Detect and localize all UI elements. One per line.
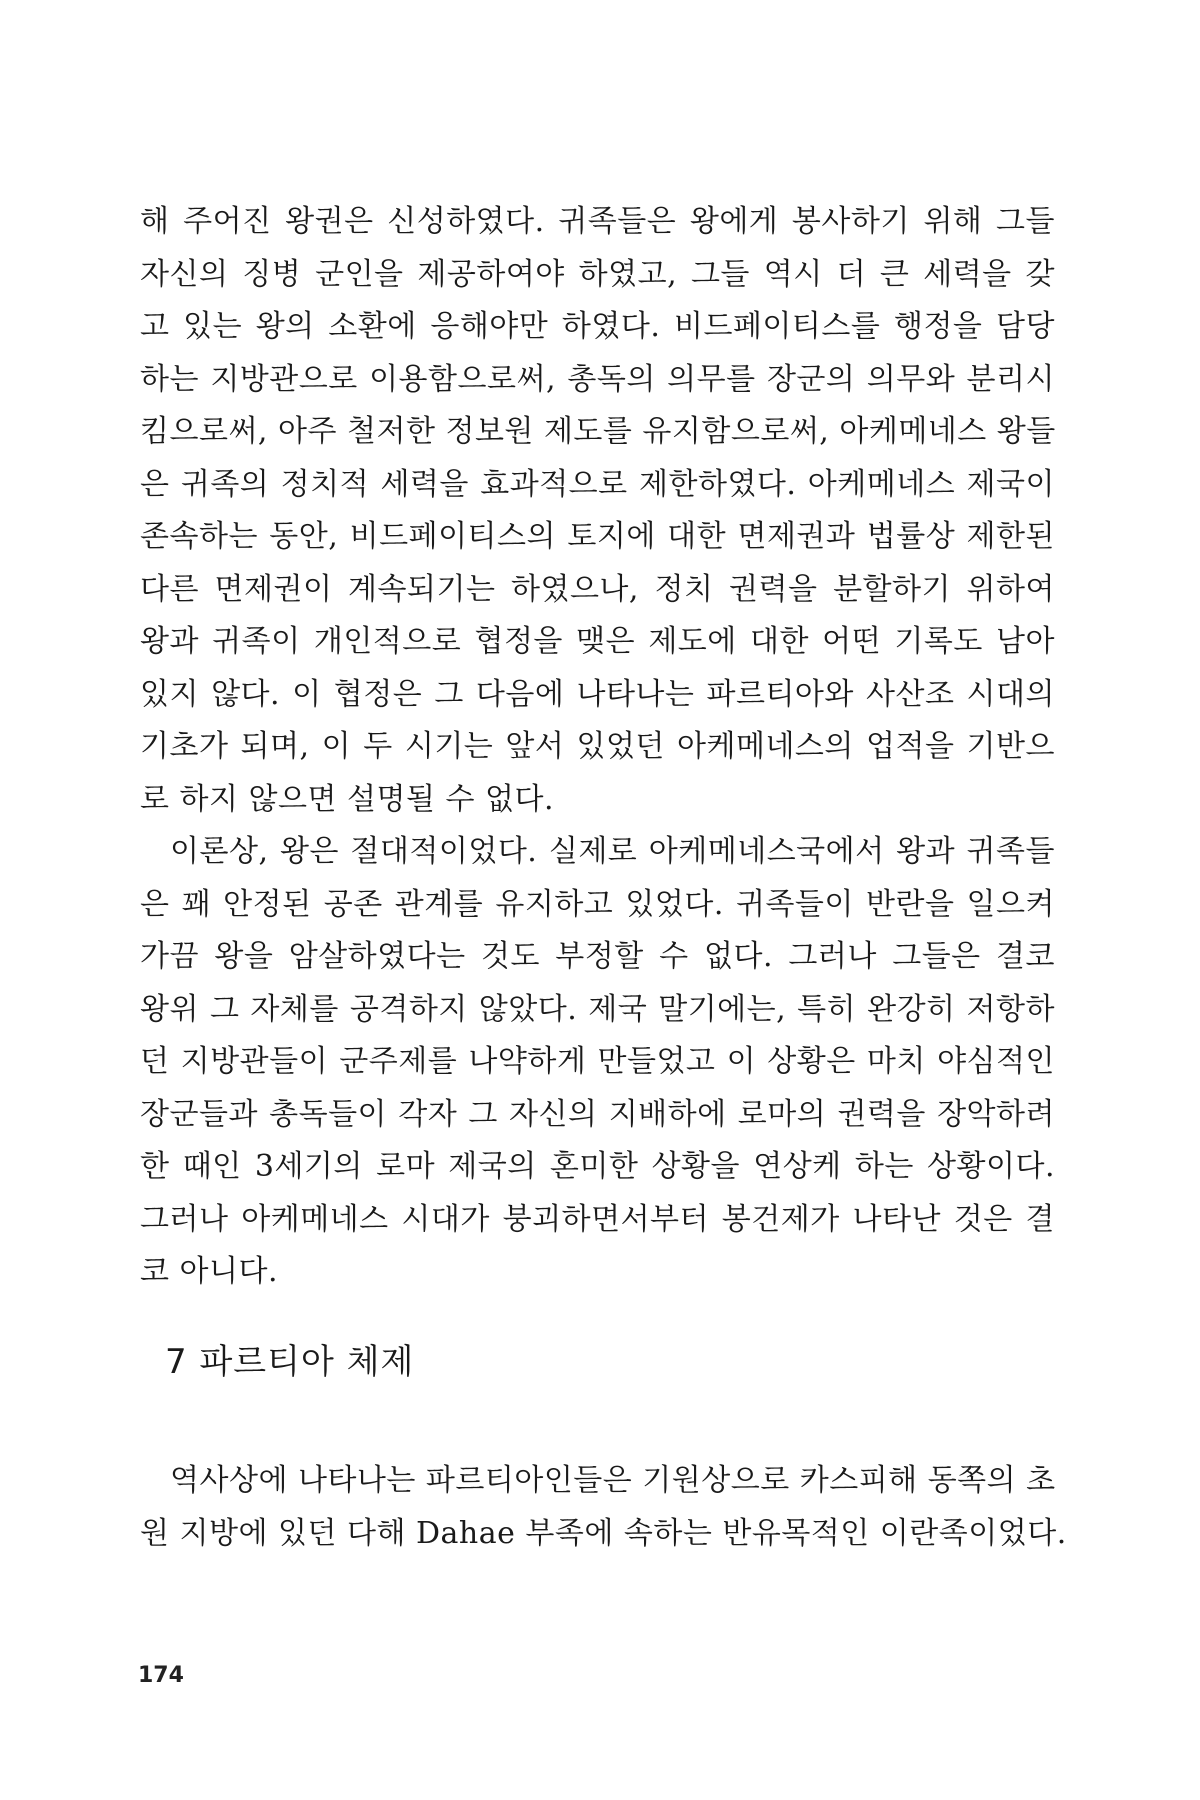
text-line: 하는 지방관으로 이용함으로써, 총독의 의무를 장군의 의무와 분리시 <box>140 361 1055 397</box>
paragraph-first-line: 이론상, 왕은 절대적이었다. 실제로 아케메네스국에서 왕과 귀족들 <box>170 834 1055 869</box>
text-line: 왕위 그 자체를 공격하지 않았다. 제국 말기에는, 특히 완강히 저항하 <box>140 991 1055 1027</box>
page-number: 174 <box>138 1663 184 1688</box>
text-line: 장군들과 총독들이 각자 그 자신의 지배하에 로마의 권력을 장악하려 <box>140 1096 1055 1132</box>
text-line: 원 지방에 있던 다해 Dahae 부족에 속하는 반유목적인 이란족이었다. <box>140 1515 1067 1551</box>
text-line: 코 아니다. <box>140 1254 278 1289</box>
section-heading: 7 파르티아 체제 <box>165 1342 415 1382</box>
text-line: 로 하지 않으면 설명될 수 없다. <box>140 781 554 817</box>
text-line: 존속하는 동안, 비드페이티스의 토지에 대한 면제권과 법률상 제한된 <box>140 519 1055 554</box>
body-text <box>140 196 1055 1299</box>
text-line: 왕과 귀족이 개인적으로 협정을 맺은 제도에 대한 어떤 기록도 남아 <box>140 624 1055 659</box>
text-line: 은 귀족의 정치적 세력을 효과적으로 제한하였다. 아케메네스 제국이 <box>140 466 1055 502</box>
text-line: 킴으로써, 아주 철저한 정보원 제도를 유지함으로써, 아케메네스 왕들 <box>140 414 1056 449</box>
text-line: 기초가 되며, 이 두 시기는 앞서 있었던 아케메네스의 업적을 기반으 <box>140 729 1055 764</box>
text-line: 그러나 아케메네스 시대가 붕괴하면서부터 봉건제가 나타난 것은 결 <box>140 1201 1055 1237</box>
text-line: 있지 않다. 이 협정은 그 다음에 나타나는 파르티아와 사산조 시대의 <box>140 676 1055 712</box>
paragraph-first-line: 역사상에 나타나는 파르티아인들은 기원상으로 카스피해 동쪽의 초 <box>170 1463 1056 1498</box>
body-text-after-heading <box>140 1455 1067 1560</box>
text-line: 은 꽤 안정된 공존 관계를 유지하고 있었다. 귀족들이 반란을 일으켜 <box>140 886 1055 922</box>
text-line: 해 주어진 왕권은 신성하였다. 귀족들은 왕에게 봉사하기 위해 그들 <box>140 204 1055 239</box>
text-line: 한 때인 3세기의 로마 제국의 혼미한 상황을 연상케 하는 상황이다. <box>140 1149 1055 1184</box>
text-line: 다른 면제권이 계속되기는 하였으나, 정치 권력을 분할하기 위하여 <box>140 571 1055 607</box>
text-line: 던 지방관들이 군주제를 나약하게 만들었고 이 상황은 마치 야심적인 <box>140 1044 1055 1079</box>
text-line: 자신의 징병 군인을 제공하여야 하였고, 그들 역시 더 큰 세력을 갖 <box>140 256 1055 292</box>
text-line: 가끔 왕을 암살하였다는 것도 부정할 수 없다. 그러나 그들은 결코 <box>140 939 1055 974</box>
text-line: 고 있는 왕의 소환에 응해야만 하였다. 비드페이티스를 행정을 담당 <box>140 309 1055 344</box>
